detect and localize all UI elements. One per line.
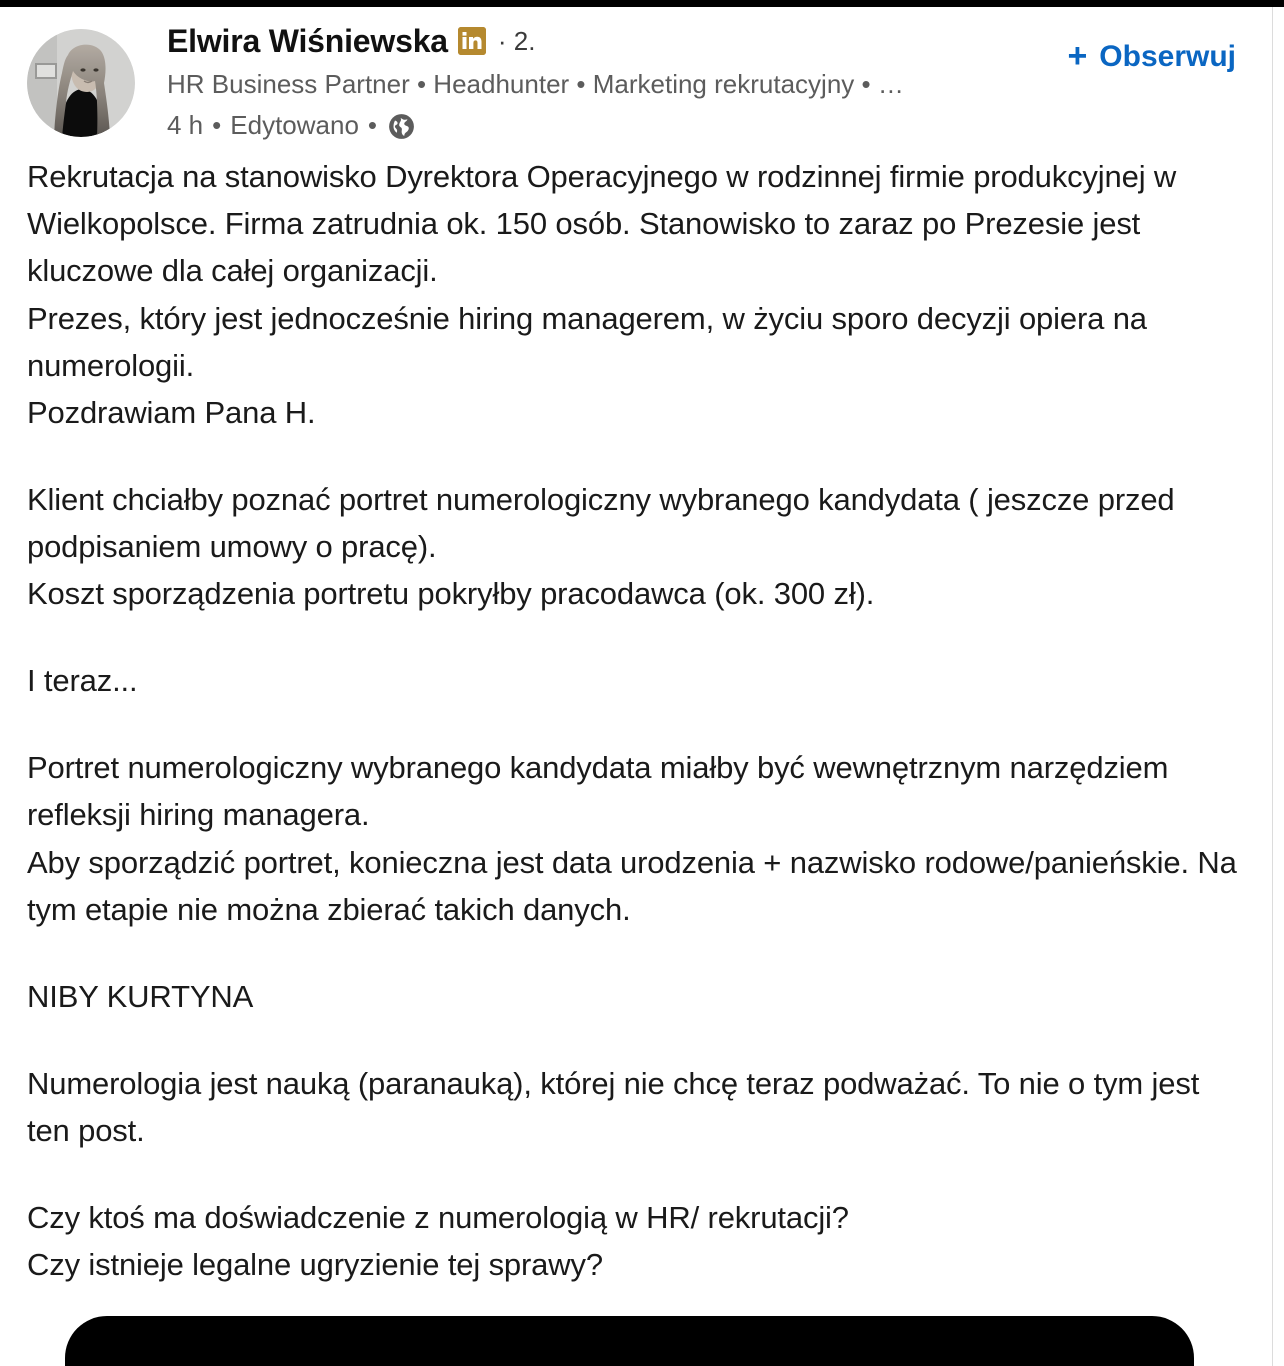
linkedin-in-badge-icon	[458, 27, 486, 55]
post-paragraph: Numerologia jest nauką (paranauką), której nie chcę teraz podważać. To nie o tym jest ten post.	[27, 1065, 1200, 1149]
post-paragraph: Aby sporządzić portret, konieczna jest data urodzenia + nazwisko rodowe/panieńskie. Na tym etapie nie można zbierać takich danych.	[27, 844, 1237, 927]
post-timestamp: 4 h	[167, 109, 204, 140]
plus-icon: +	[1067, 37, 1088, 75]
linkedin-post	[0, 7, 1272, 1366]
post-meta	[167, 111, 1256, 140]
post-paragraph: I teraz...	[27, 663, 138, 699]
avatar[interactable]	[27, 29, 135, 137]
post-paragraph: Pozdrawiam Pana H.	[27, 394, 316, 430]
author-name[interactable]: Elwira Wiśniewska	[167, 23, 448, 59]
post-paragraph: Koszt sporządzenia portretu pokryłby pracodawca (ok. 300 zł).	[27, 576, 875, 612]
follow-button-label: Obserwuj	[1099, 40, 1236, 73]
globe-icon	[388, 113, 415, 140]
post-paragraph: Portret numerologiczny wybranego kandydata miałby być wewnętrznym narzędziem refleksji hiring managera.	[27, 750, 1169, 833]
post-body	[0, 139, 1272, 1288]
post-paragraph: Rekrutacja na stanowisko Dyrektora Operacyjnego w rodzinnej firmie produkcyjnej w Wielkopolsce. Firma zatrudnia ok. 150 osób. Stanowisko to zaraz po Prezesie jest kluczowe dla całej organizacji.	[27, 159, 1177, 289]
follow-button[interactable]	[1067, 37, 1236, 75]
post-paragraph: Klient chciałby poznać portret numerologiczny wybranego kandydata ( jeszcze przed podpisaniem umowy o pracę).	[27, 481, 1175, 565]
top-black-bar	[0, 0, 1284, 7]
connection-degree: · 2.	[497, 26, 536, 56]
post-paragraph: NIBY KURTYNA	[27, 978, 254, 1014]
meta-separator-2: •	[367, 109, 378, 140]
post-media-card[interactable]	[65, 1316, 1194, 1366]
meta-separator: •	[212, 109, 222, 140]
avatar-photo	[27, 29, 135, 137]
post-paragraph: Czy istnieje legalne ugryzienie tej sprawy?	[27, 1247, 603, 1283]
post-paragraph: Prezes, który jest jednocześnie hiring managerem, w życiu sporo decyzji opiera na numerologii.	[27, 300, 1147, 383]
author-headline: HR Business Partner • Headhunter • Marketing rekrutacyjny • …	[167, 69, 904, 99]
post-header	[0, 7, 1272, 139]
post-paragraph: Czy ktoś ma doświadczenie z numerologią w HR/ rekrutacji?	[27, 1200, 849, 1236]
edited-label: Edytowano	[230, 109, 359, 140]
